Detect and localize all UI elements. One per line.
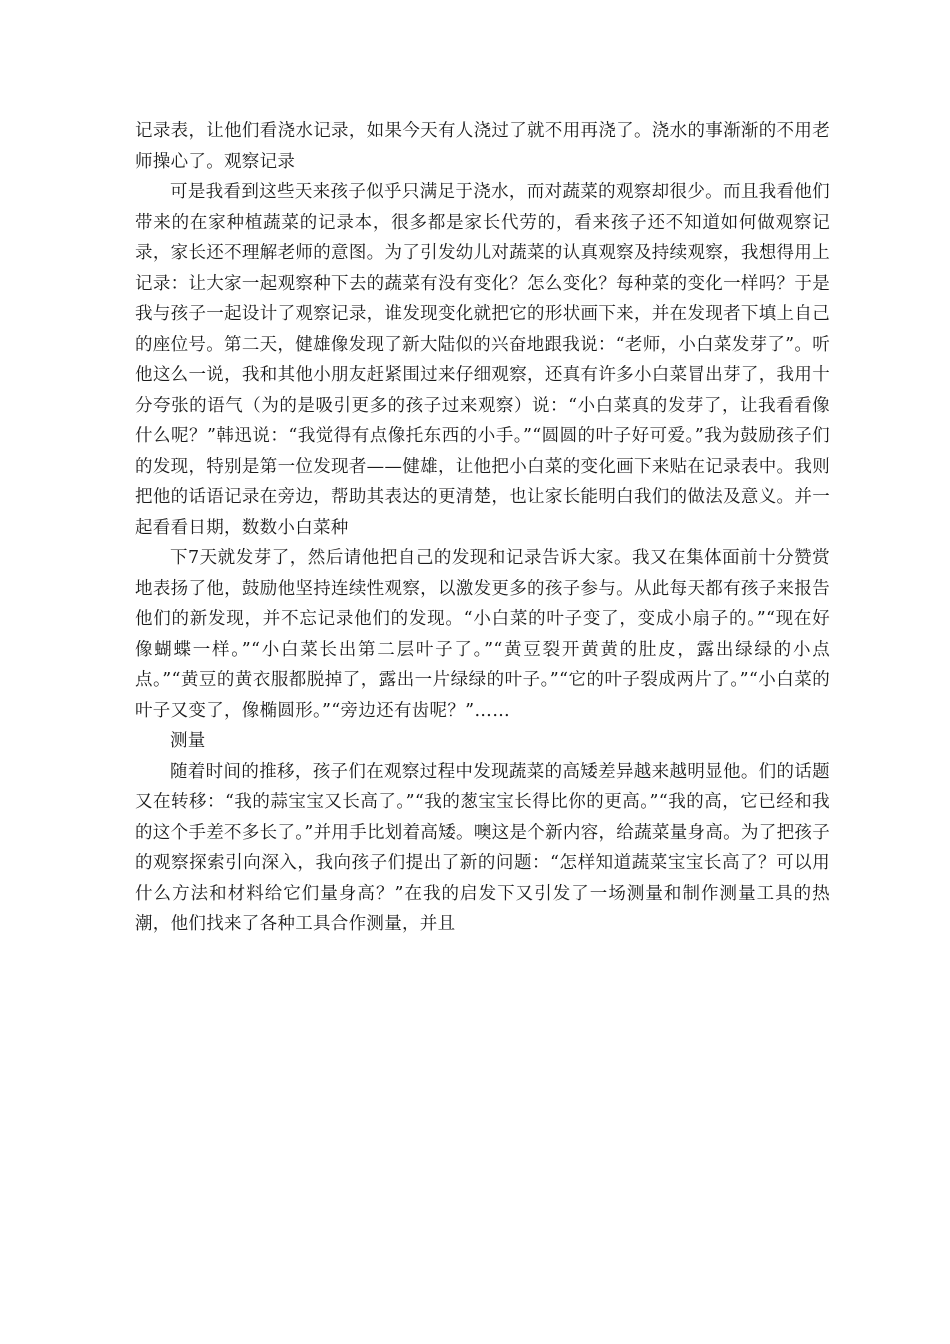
paragraph-sprouting-discoveries: 下7天就发芽了，然后请他把自己的发现和记录告诉大家。我又在集体面前十分赞赏地表扬了他，鼓励他坚持连续性观察，以激发更多的孩子参与。从此每天都有孩子来报告他们的新发现，并不忘记录他们的发现。“小白菜的叶子变了，变成小扇子的。”“现在好像蝴蝶一样。”“小白菜长出第二层叶子了。”“黄豆裂开黄黄的肚皮，露出绿绿的小点点。”“黄豆的黄衣服都脱掉了，露出一片绿绿的叶子。”“它的叶子裂成两片了。”“小白菜的叶子又变了，像椭圆形。”“旁边还有齿呢？”……: [135, 548, 830, 721]
document-body: [135, 116, 830, 940]
paragraph-watering-record: 记录表，让他们看浇水记录，如果今天有人浇过了就不用再浇了。浇水的事渐渐的不用老师操心了。观察记录: [135, 121, 830, 172]
section-heading-measurement: 测量: [170, 731, 206, 751]
paragraph-observation-record: 可是我看到这些天来孩子似乎只满足于浇水，而对蔬菜的观察却很少。而且我看他们带来的在家种植蔬菜的记录本，很多都是家长代劳的，看来孩子还不知道如何做观察记录，家长还不理解老师的意图。为了引发幼儿对蔬菜的认真观察及持续观察，我想得用上记录：让大家一起观察种下去的蔬菜有没有变化？怎么变化？每种菜的变化一样吗？于是我与孩子一起设计了观察记录，谁发现变化就把它的形状画下来，并在发现者下填上自己的座位号。第二天，健雄像发现了新大陆似的兴奋地跟我说：“老师，小白菜发芽了”。听他这么一说，我和其他小朋友赶紧围过来仔细观察，还真有许多小白菜冒出芽了，我用十分夸张的语气（为的是吸引更多的孩子过来观察）说：“小白菜真的发芽了，让我看看像什么呢？”韩迅说：“我觉得有点像托东西的小手。”“圆圆的叶子好可爱。”我为鼓励孩子们的发现，特别是第一位发现者——健雄，让他把小白菜的变化画下来贴在记录表中。我则把他的话语记录在旁边，帮助其表达的更清楚，也让家长能明白我们的做法及意义。并一起看看日期，数数小白菜种: [135, 182, 830, 538]
paragraph-measurement: 随着时间的推移，孩子们在观察过程中发现蔬菜的高矮差异越来越明显他。们的话题又在转移：“我的蒜宝宝又长高了。”“我的葱宝宝长得比你的更高。”“我的高，它已经和我的这个手差不多长了。”并用手比划着高矮。噢这是个新内容，给蔬菜量身高。为了把孩子的观察探索引向深入，我向孩子们提出了新的问题：“怎样知道蔬菜宝宝长高了？可以用什么方法和材料给它们量身高？”在我的启发下又引发了一场测量和制作测量工具的热潮，他们找来了各种工具合作测量，并且: [135, 761, 830, 934]
